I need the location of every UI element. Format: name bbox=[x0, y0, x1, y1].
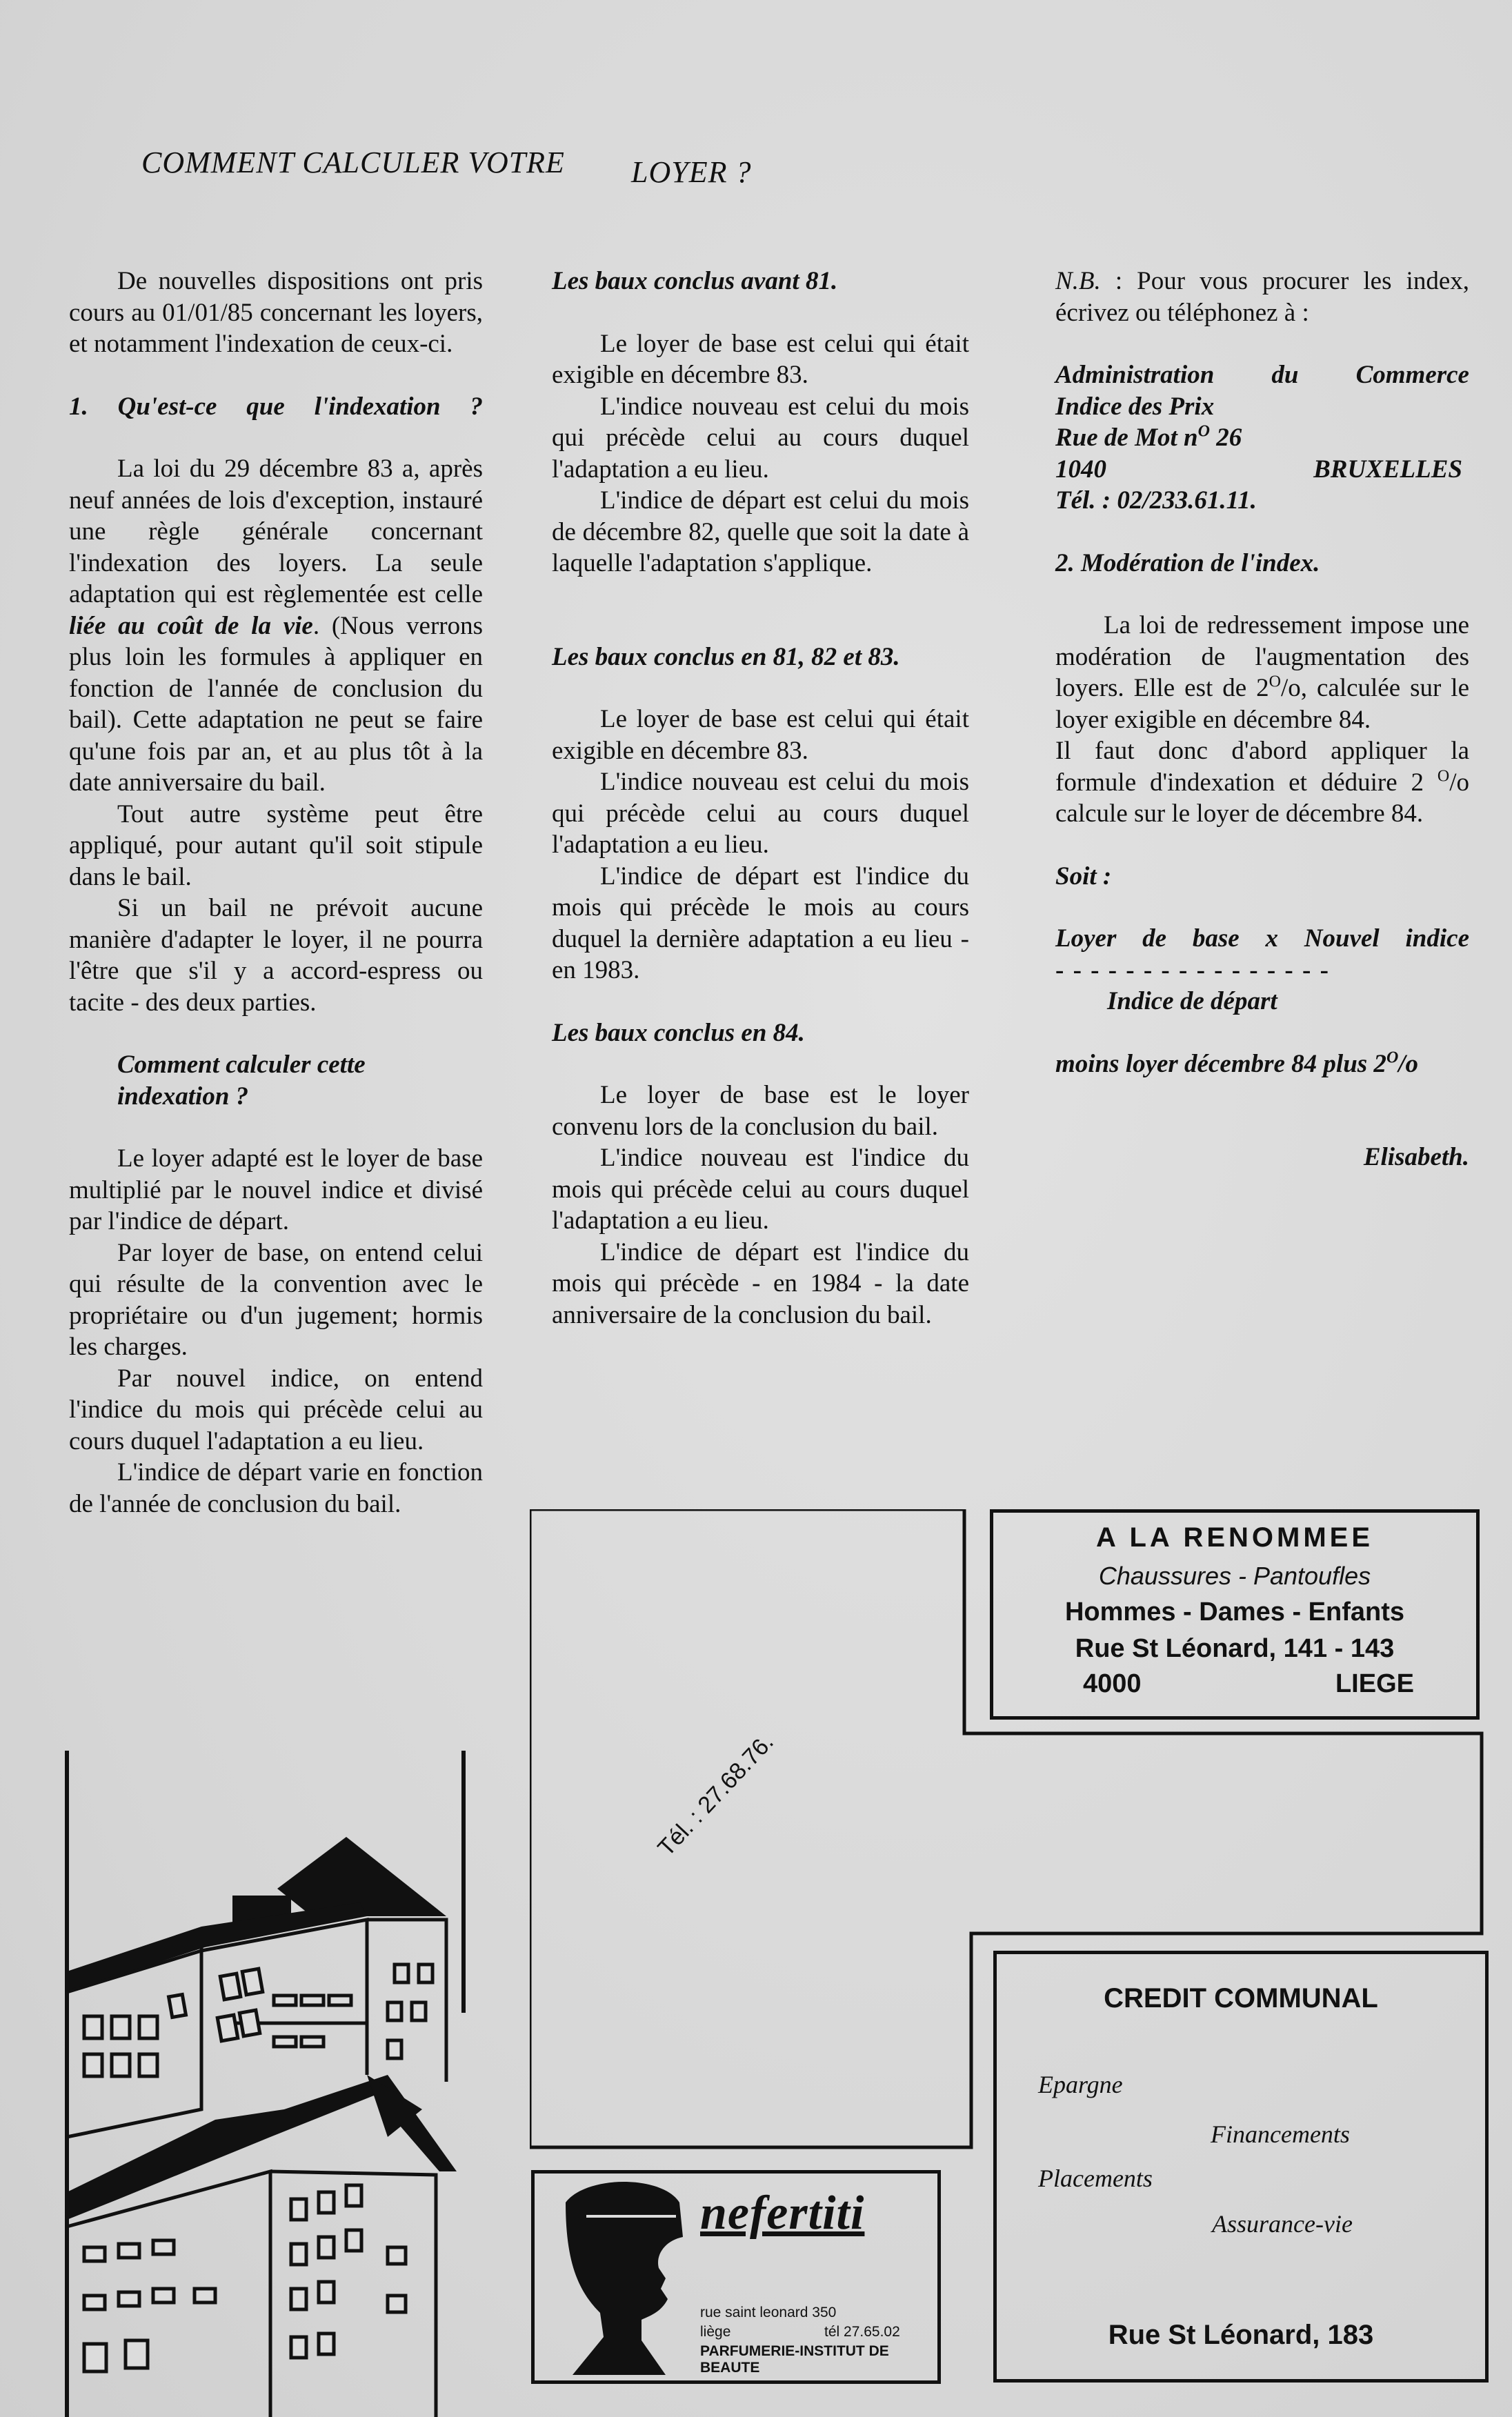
addr-admin: Administration bbox=[1055, 361, 1215, 389]
paragraph-loi bbox=[69, 453, 483, 799]
nefertiti-ad bbox=[531, 2170, 941, 2384]
address-line-3 bbox=[1055, 422, 1469, 454]
heading-84: Les baux conclus en 84. bbox=[552, 1018, 805, 1047]
renommee-line3: Hommes - Dames - Enfants bbox=[1064, 1598, 1404, 1627]
mod-p2-sup: O bbox=[1437, 767, 1450, 786]
title-part1: COMMENT CALCULER VOTRE bbox=[141, 146, 565, 179]
nb-label: N.B. bbox=[1055, 267, 1101, 295]
renommee-line4: Rue St Léonard, 141 - 143 bbox=[1075, 1634, 1395, 1663]
avant81-p1: Le loyer de base est celui qui était exigible en décembre 83. bbox=[552, 329, 969, 389]
mod-p1-a: La loi de redressement impose une modération de l'augmentation des loyers. Elle est de 2 bbox=[1055, 611, 1469, 702]
p1-text-b: . (Nous verrons plus loin les formules à appliquer en fonction de l'année de conclusion du bail). Cette adaptation ne peut se faire qu'une fois par an, et au plus tôt à la date anniversaire du bail. bbox=[69, 611, 483, 797]
nb-text: : Pour vous procurer les index, écrivez ou téléphonez à : bbox=[1055, 267, 1469, 327]
intro-paragraph: De nouvelles dispositions ont pris cours au 01/01/85 concernant les loyers, et notamment l'indexation de ceux-ci. bbox=[69, 267, 483, 358]
addr-rue: Rue de Mot n bbox=[1055, 424, 1198, 452]
b84-p1: Le loyer de base est le loyer convenu lors de la conclusion du bail. bbox=[552, 1081, 969, 1141]
b84-p2: L'indice nouveau est l'indice du mois qui précède celui au cours duquel l'adaptation a eu lieu. bbox=[552, 1144, 969, 1235]
heading-comment-calculer: Comment calculer cette indexation ? bbox=[117, 1051, 366, 1111]
b81-p2: L'indice nouveau est celui du mois qui précède celui au cours duquel l'adaptation a eu lieu. bbox=[552, 768, 969, 859]
b81-p1: Le loyer de base est celui qui était exigible en décembre 83. bbox=[552, 705, 969, 765]
formula-moins-text: moins loyer décembre 84 plus 2 bbox=[1055, 1049, 1386, 1078]
paragraph-nouvel-indice: Par nouvel indice, on entend l'indice du mois qui précède celui au cours duquel l'adaptation a eu lieu. bbox=[69, 1364, 483, 1455]
formula-moins bbox=[1055, 1048, 1469, 1080]
formula-pct: /o bbox=[1398, 1049, 1419, 1078]
mod-p2-b: /o calcule sur le loyer de décembre 84. bbox=[1055, 768, 1469, 828]
formula-fraction-line: - - - - - - - - - - - - - - - - bbox=[1055, 955, 1330, 984]
moderation-p2 bbox=[1055, 735, 1469, 830]
buildings-illustration bbox=[63, 1751, 505, 2417]
moderation-p1 bbox=[1055, 610, 1469, 735]
article-title bbox=[141, 145, 752, 189]
addr-zip: 1040 bbox=[1055, 455, 1106, 484]
nb-paragraph bbox=[1055, 266, 1469, 328]
address-line-2: Indice des Prix bbox=[1055, 392, 1215, 421]
b84-p3: L'indice de départ est l'indice du mois qui précède - en 1984 - la date anniversaire de la conclusion du bail. bbox=[552, 1237, 969, 1329]
address-block bbox=[1055, 359, 1469, 517]
heading-81-82-83: Les baux conclus en 81, 82 et 83. bbox=[552, 642, 900, 671]
formula-numerator: Loyer de base x Nouvel indice bbox=[1055, 924, 1469, 953]
renommee-name: A LA RENOMMEE bbox=[1095, 1522, 1374, 1553]
credit-epargne: Epargne bbox=[1038, 2071, 1123, 2098]
p1-bold: liée au coût de la vie bbox=[69, 611, 313, 640]
avant81-p3: L'indice de départ est celui du mois de décembre 82, quelle que soit la date à laquelle l'adaptation s'applique. bbox=[552, 486, 969, 577]
credit-assurance: Assurance-vie bbox=[1212, 2210, 1353, 2238]
nefertiti-city: liège bbox=[700, 2324, 731, 2340]
credit-name: CREDIT COMMUNAL bbox=[1104, 1983, 1378, 2013]
credit-financements: Financements bbox=[1211, 2120, 1350, 2148]
credit-placements: Placements bbox=[1038, 2165, 1153, 2192]
renommee-city: LIEGE bbox=[1335, 1669, 1414, 1698]
addr-sup: O bbox=[1197, 422, 1210, 441]
paragraph-loyer-adapte: Le loyer adapté est le loyer de base multiplié par le nouvel indice et divisé par l'indice de départ. bbox=[69, 1144, 483, 1235]
renommee-line5 bbox=[993, 1669, 1476, 1699]
heading-indexation: 1. Qu'est-ce que l'indexation ? bbox=[69, 392, 483, 421]
address-line-4 bbox=[1055, 454, 1469, 486]
credit-address: Rue St Léonard, 183 bbox=[1108, 2320, 1374, 2350]
paragraph-loyer-base: Par loyer de base, on entend celui qui résulte de la convention avec le propriétaire ou d'un jugement; hormis les charges. bbox=[69, 1238, 483, 1361]
renommee-sub: Chaussures - Pantoufles bbox=[1098, 1562, 1371, 1590]
renommee-zip: 4000 bbox=[1083, 1669, 1142, 1698]
heading-avant-81: Les baux conclus avant 81. bbox=[552, 267, 838, 295]
address-line-1 bbox=[1055, 359, 1469, 391]
addr-city: BRUXELLES bbox=[1313, 455, 1462, 484]
paragraph-bail: Si un bail ne prévoit aucune manière d'adapter le loyer, il ne pourra l'être que s'il y a accord-espress ou tacite - des deux parties. bbox=[69, 894, 483, 1017]
mod-p1-b: /o, calculée sur le loyer exigible en décembre 84. bbox=[1055, 674, 1470, 734]
b81-p3: L'indice de départ est l'indice du mois qui précède le mois au cours duquel la dernière adaptation a eu lieu - en 1983. bbox=[552, 862, 969, 984]
column-1 bbox=[69, 266, 483, 1520]
nefertiti-tel: tél 27.65.02 bbox=[824, 2324, 900, 2340]
paragraph-indice-depart: L'indice de départ varie en fonction de l'année de conclusion du bail. bbox=[69, 1458, 483, 1518]
signature: Elisabeth. bbox=[1363, 1143, 1469, 1171]
addr-num: 26 bbox=[1209, 424, 1242, 452]
nefertiti-street: rue saint leonard 350 bbox=[700, 2305, 837, 2320]
soit-label: Soit : bbox=[1055, 862, 1112, 891]
mod-p2-a: Il faut donc d'abord appliquer la formule d'indexation et déduire 2 bbox=[1055, 737, 1469, 797]
formula-denominator: Indice de départ bbox=[1107, 987, 1277, 1015]
nefertiti-name: nefertiti bbox=[700, 2187, 865, 2240]
column-2 bbox=[552, 266, 969, 1331]
nefertiti-tagline: PARFUMERIE-INSTITUT DE BEAUTE bbox=[700, 2343, 889, 2376]
formula-sup: O bbox=[1386, 1048, 1399, 1067]
avant81-p2: L'indice nouveau est celui du mois qui précède celui au cours duquel l'adaptation a eu lieu. bbox=[552, 392, 969, 484]
paragraph-systeme: Tout autre système peut être appliqué, pour autant qu'il soit stipule dans le bail. bbox=[69, 799, 483, 891]
title-part2: LOYER ? bbox=[631, 155, 752, 189]
p1-text-a: La loi du 29 décembre 83 a, après neuf années de lois d'exception, instauré une règle générale concernant l'indexation des loyers. La seule adaptation qui est règlementée est celle bbox=[69, 455, 483, 608]
addr-du: du bbox=[1271, 361, 1299, 389]
heading-moderation: 2. Modération de l'index. bbox=[1055, 548, 1320, 577]
column-3 bbox=[1055, 266, 1469, 1173]
tel-stamp: Tél. : 27.68.76. bbox=[653, 1729, 779, 1862]
addr-commerce: Commerce bbox=[1355, 361, 1469, 389]
renommee-ad bbox=[990, 1509, 1480, 1720]
credit-communal-ad bbox=[993, 1951, 1489, 2383]
mod-p1-sup: O bbox=[1269, 673, 1281, 691]
nefertiti-head-icon bbox=[545, 2175, 697, 2382]
address-phone: Tél. : 02/233.61.11. bbox=[1055, 486, 1257, 515]
